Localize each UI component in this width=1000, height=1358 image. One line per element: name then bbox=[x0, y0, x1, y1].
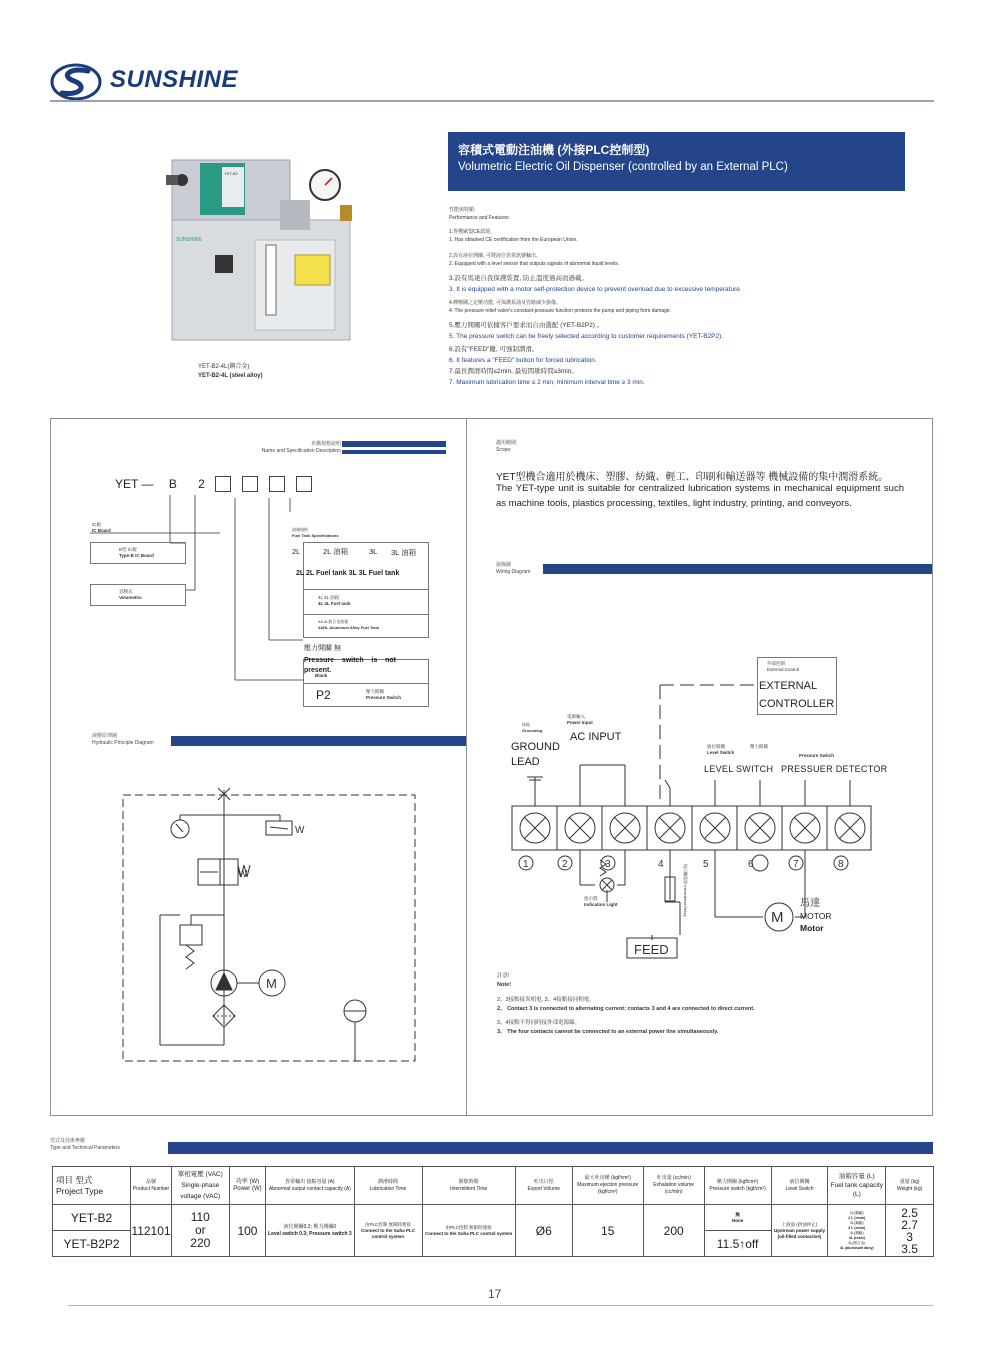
device-brand-text: SUNSHINE bbox=[176, 237, 202, 243]
power-label-zh: 電源輸入 bbox=[567, 714, 585, 719]
level-label-zh: 液位開關 bbox=[707, 744, 725, 749]
th-exp-zh: 吐出口徑 bbox=[533, 1178, 554, 1185]
tank-spec-label bbox=[292, 527, 339, 539]
row1-model: YET-B2 bbox=[53, 1205, 131, 1231]
note-3-zh: 3、4接點不得同時接外部電源線。 bbox=[497, 1020, 581, 1026]
ext-label-en: External Control bbox=[767, 667, 800, 672]
volumetric-en: Volumetric bbox=[119, 595, 142, 600]
ic-label-zh: IC板 bbox=[92, 522, 101, 527]
table-label-zh: 型式及技術參數 bbox=[50, 1138, 86, 1144]
th-exp-en: Export Volume bbox=[527, 1185, 561, 1192]
table-header-row bbox=[53, 1167, 934, 1205]
terminal-number: 8 bbox=[838, 859, 844, 870]
wiring-label-en: Wiring Diagram bbox=[496, 569, 531, 575]
th-pn-zh: 品號 bbox=[145, 1178, 156, 1185]
motor-label bbox=[800, 898, 831, 934]
wiring-bar bbox=[543, 564, 932, 574]
th-pn-en: Product Number bbox=[132, 1185, 170, 1192]
table-row bbox=[53, 1205, 934, 1231]
scope-zh: YET型機合適用於機床、塑膠、紡織、輕工、印刷和輸送器等 機械設備的集中潤滑系統。 bbox=[496, 472, 889, 483]
abnormal-en: Level switch 0.3; Pressure switch 3 bbox=[268, 1230, 352, 1237]
weight-1: 2.5 bbox=[901, 1205, 918, 1220]
feature-3-en: 3. It is equipped with a motor self-protection device to prevent overload due to excessive temperature. bbox=[449, 286, 742, 293]
ic-label-en: IC Board bbox=[92, 528, 111, 533]
feature-5-en: 5. The pressure switch can be freely selected according to customer requirements (YET-B2P2). bbox=[449, 333, 724, 340]
level-label-en: Level Switch bbox=[707, 750, 735, 755]
ps-blank: Blank bbox=[315, 673, 328, 678]
row2-model: YET-B2P2 bbox=[53, 1231, 131, 1257]
naming-bar-2 bbox=[342, 450, 446, 454]
cell-power: 100 bbox=[229, 1205, 266, 1257]
th-project-en: Project Type bbox=[56, 1185, 104, 1196]
tank-4l bbox=[318, 595, 351, 607]
press-label-zh: 壓力開關 bbox=[750, 744, 768, 749]
p2-code: P2 bbox=[316, 688, 331, 702]
ps-none-cell-en: None bbox=[731, 1217, 744, 1223]
th-ps-en: Pressure switch (kgf/cm²) bbox=[709, 1185, 766, 1192]
naming-label-en: Name and Specification Description bbox=[261, 448, 341, 454]
th-w-zh: 重量 (kg) bbox=[899, 1178, 920, 1185]
title-zh: 容積式電動注油機 (外接PLC控制型) bbox=[458, 143, 650, 157]
note-2-zh: 2、3接點接異相電, 3、4接點接同相電。 bbox=[497, 997, 595, 1003]
th-lube-en: Lubrication Time bbox=[369, 1185, 407, 1192]
ext-line-2: CONTROLLER bbox=[759, 698, 835, 710]
b-ic-en: Type-B IC Board bbox=[119, 553, 154, 558]
tank-line-1: 2L(鋼鐵) bbox=[850, 1210, 864, 1215]
photo-caption-en: YET-B2-4L (steel alloy) bbox=[198, 373, 263, 379]
brand-name: SUNSHINE bbox=[110, 66, 239, 93]
feature-1-zh: 1.得獲歐盟CE認證。 bbox=[449, 229, 496, 235]
cell-level-switch bbox=[771, 1205, 828, 1257]
lube-zh: 由PLC控制 無限時連接 bbox=[365, 1221, 412, 1227]
voltage-or: or bbox=[194, 1223, 206, 1237]
p2-zh: 壓力開關 bbox=[366, 689, 384, 694]
hyd-motor-symbol: M bbox=[266, 976, 277, 991]
th-pn bbox=[131, 1167, 172, 1205]
model-prefix: YET — bbox=[115, 477, 154, 491]
cell-product-number: 112101 bbox=[131, 1205, 172, 1257]
cell-voltage bbox=[171, 1205, 229, 1257]
naming-label bbox=[251, 441, 341, 455]
feature-1-en: 1. Has obtained CE certification from the European Union. bbox=[449, 237, 578, 243]
ext-line-1: EXTERNAL bbox=[759, 680, 818, 692]
cell-ps-none bbox=[704, 1205, 771, 1231]
th-abn-en: Abnormal output contact capacity (A) bbox=[268, 1185, 351, 1192]
ps-none-zh: 壓力開關 無 bbox=[304, 645, 341, 652]
terminal-number: 3 bbox=[605, 859, 611, 870]
tank-line-7: 4L(鋁合金) bbox=[848, 1240, 866, 1245]
th-power-zh: 功率 (W) bbox=[235, 1178, 260, 1185]
cell-weight bbox=[886, 1205, 934, 1257]
ground-label-en: Grounding bbox=[522, 728, 543, 733]
th-tank-en: Fuel tank capacity (L) bbox=[830, 1182, 883, 1198]
weight-2: 2.7 bbox=[901, 1217, 918, 1232]
ground-text: GROUND bbox=[511, 741, 560, 753]
feature-3-zh: 3.設有馬達自我保護裝置, 防止溫度過高而過載。 bbox=[449, 275, 589, 282]
abnormal-zh: 液位開關0.3; 壓力開關0 bbox=[283, 1223, 337, 1230]
terminal-number: 1 bbox=[523, 859, 529, 870]
motor-en: MOTOR bbox=[800, 911, 832, 921]
header-divider bbox=[50, 100, 934, 102]
features-list bbox=[449, 206, 909, 388]
model-code bbox=[115, 477, 205, 491]
footer-divider bbox=[68, 1305, 934, 1306]
naming-bar bbox=[342, 441, 446, 447]
table-label-en: Type and Technical Parameters bbox=[50, 1145, 120, 1151]
th-project-zh: 項目 型式 bbox=[56, 1174, 93, 1185]
indicator-label-en: Indication Light bbox=[584, 902, 618, 907]
cell-lube bbox=[354, 1205, 422, 1257]
scope-label-en: Scope: bbox=[496, 447, 512, 453]
ext-label-zh: 外部控制 bbox=[767, 661, 785, 666]
th-ls-en: Level Switch bbox=[785, 1185, 814, 1192]
th-power-en: Power (W) bbox=[233, 1185, 262, 1192]
feature-2-en: 2. Equipped with a level sensor that outputs signals of abnormal liquid levels. bbox=[449, 261, 620, 267]
scope-label-zh: 適用範圍: bbox=[496, 440, 518, 446]
weight-4: 3.5 bbox=[901, 1241, 918, 1256]
th-power bbox=[229, 1167, 266, 1205]
th-intermittent bbox=[422, 1167, 515, 1205]
model-2: 2 bbox=[198, 477, 205, 491]
th-maxinj-en: Maximum ejection pressure (kgf/cm²) bbox=[577, 1182, 639, 1195]
panel-divider bbox=[466, 418, 467, 1116]
hyd-w-2: W bbox=[238, 869, 248, 880]
device-model-text: YET-B2 bbox=[224, 171, 238, 176]
th-int-en: Intermittent Time bbox=[450, 1185, 488, 1192]
tank-3l-zh: 3L 油箱 bbox=[391, 548, 417, 557]
page-number: 17 bbox=[488, 1287, 502, 1301]
cell-exhalation: 200 bbox=[643, 1205, 704, 1257]
ls-zh: 上液面 (供油停止) bbox=[781, 1221, 818, 1227]
hydraulic-label bbox=[92, 733, 154, 747]
wiring-label bbox=[496, 562, 530, 576]
feature-7-zh: 7.最長潤滑時間≤2min, 最短間歇時間≥3min。 bbox=[449, 368, 578, 375]
features-heading-zh: 性能與特點: bbox=[449, 207, 476, 213]
th-w-en: Weight (kg) bbox=[896, 1185, 923, 1192]
th-lube bbox=[354, 1167, 422, 1205]
table-bar bbox=[168, 1142, 933, 1154]
int-en: Connect to the Suha PLC control system bbox=[425, 1230, 513, 1236]
th-tank-zh: 油箱容量 (L) bbox=[838, 1173, 875, 1180]
voltage-2: 220 bbox=[190, 1236, 211, 1250]
p2-en: Pressure Switch bbox=[366, 695, 402, 700]
feature-6-en: 6. It features a "FEED" button for forced lubrication. bbox=[449, 357, 597, 364]
ps-none-en: Pressure switch is not present. bbox=[304, 657, 396, 674]
tank-3l-code: 3L bbox=[369, 547, 378, 556]
feature-4-en: 4. The pressure relief valve's constant-pressure function protects the pump and piping from damage. bbox=[449, 308, 672, 314]
b-ic-box bbox=[90, 542, 186, 564]
volumetric-box bbox=[90, 584, 186, 606]
ic-label bbox=[92, 522, 111, 534]
th-project bbox=[53, 1167, 131, 1205]
feature-5-zh: 5.壓力開關可依據客戶要求而自由選配 (YET-B2P2) 。 bbox=[449, 322, 604, 329]
scope-label bbox=[496, 440, 517, 454]
ls-en: Upstream power supply (oil-filled contactive) bbox=[773, 1227, 825, 1239]
th-exhalation bbox=[643, 1167, 704, 1205]
wiring-label-zh: 接線圖 bbox=[496, 562, 512, 568]
press-label-en: Pressure Switch bbox=[799, 753, 835, 758]
level-switch-text: LEVEL SWITCH bbox=[704, 764, 774, 774]
tank-line-6: 4L (resin) bbox=[848, 1235, 865, 1240]
ground-label-zh: 接地 bbox=[522, 722, 530, 727]
ps-none-cell-zh: 無 bbox=[735, 1211, 740, 1217]
cell-intermittent bbox=[422, 1205, 515, 1257]
feature-4-zh: 4.釋壓閥之定壓功能, 可保護泵浦及管路減少損傷。 bbox=[449, 300, 561, 306]
hydraulic-label-zh: 液壓原理圖 bbox=[92, 733, 118, 739]
indicator-label-zh: 指示燈 bbox=[584, 896, 598, 901]
th-volt-en: Single-phase voltage (VAC) bbox=[180, 1182, 221, 1200]
th-pressure-switch bbox=[704, 1167, 771, 1205]
th-max-pressure bbox=[572, 1167, 643, 1205]
note-3-en: 3、 The four contacts cannot be connected to an external power line simultaneously. bbox=[497, 1029, 719, 1035]
b-ic-zh: B型 IC板 bbox=[119, 547, 137, 552]
motor-zh: 馬達 bbox=[800, 898, 820, 909]
model-b: B bbox=[168, 477, 177, 491]
features-heading-en: Performance and Features: bbox=[449, 215, 510, 221]
th-tank bbox=[828, 1167, 886, 1205]
oil-dispenser-image bbox=[160, 145, 360, 355]
terminal-number: 2 bbox=[562, 859, 568, 870]
th-exh-en: Exhalation volume (cc/min) bbox=[653, 1182, 695, 1195]
th-export bbox=[515, 1167, 572, 1205]
ps-row-line bbox=[303, 683, 429, 684]
th-level-switch bbox=[771, 1167, 828, 1205]
title-banner bbox=[448, 132, 905, 191]
table-label bbox=[50, 1138, 120, 1152]
tank-line-4: 3 L (resin) bbox=[848, 1225, 866, 1230]
tank-2l-zh: 2L 油箱 bbox=[323, 547, 349, 556]
tank-4al-en: 4AHL Aluminum Alloy Fuel Tank bbox=[318, 625, 380, 630]
th-ps-zh: 壓力開關 (kgf/cm²) bbox=[717, 1178, 759, 1185]
pressure-detector-text: PRESSUER DETECTOR bbox=[781, 764, 888, 774]
tank-line-2: 2 L (resin) bbox=[848, 1215, 866, 1220]
tank-23-en: 2L 2L Fuel tank 3L 3L Fuel tank bbox=[296, 570, 400, 577]
title-en: Volumetric Electric Oil Dispenser (controlled by an External PLC) bbox=[458, 161, 788, 173]
th-int-zh: 間歇時間 bbox=[458, 1178, 479, 1185]
naming-label-zh: 名稱規格說明 bbox=[310, 441, 341, 447]
terminal-number: 5 bbox=[703, 859, 709, 870]
motor-symbol: M bbox=[771, 909, 784, 926]
lube-en: Connect to the Suha PLC control system bbox=[361, 1227, 415, 1239]
tank-spec-en: Fuel Tank Specifications bbox=[292, 533, 339, 538]
tank-4l-en: 4L 4L Fuel tank bbox=[318, 601, 351, 606]
p2-label bbox=[366, 689, 401, 701]
photo-caption-zh: YET-B2-4L(鋼合金) bbox=[198, 364, 250, 370]
photo-caption bbox=[198, 363, 263, 381]
th-abn-zh: 異常輸出 接點容量 (A) bbox=[285, 1178, 335, 1185]
hydraulic-label-en: Hydraulic Principle Diagram bbox=[92, 740, 154, 746]
hydraulic-bar bbox=[171, 736, 466, 746]
tank-line-8: 4L (aluminum alloy) bbox=[839, 1245, 874, 1250]
th-abnormal bbox=[266, 1167, 354, 1205]
motor-en-2: Motor bbox=[800, 923, 824, 933]
cell-max-pressure: 15 bbox=[572, 1205, 643, 1257]
th-weight bbox=[886, 1167, 934, 1205]
th-volt-zh: 單相電壓 (VAC) bbox=[177, 1171, 223, 1178]
scope-en: The YET-type unit is suitable for centralized lubrication systems in mechanical equipment such as machine tools, plastics processing, textiles, light industry, printing, and conveyors. bbox=[496, 483, 904, 509]
tank-2l-code: 2L bbox=[292, 547, 301, 556]
terminal-number: 4 bbox=[658, 859, 664, 870]
tank-4l-zh: 4L 4L 油箱 bbox=[318, 595, 340, 600]
relay-label: 指示繼電器 Intermittent Relay bbox=[683, 864, 688, 917]
th-maxinj-zh: 最大吐出壓 (kgf/cm²) bbox=[584, 1175, 631, 1181]
weight-3: 3 bbox=[906, 1229, 913, 1244]
sunshine-logo-icon bbox=[50, 62, 102, 102]
ext-label bbox=[767, 661, 799, 673]
note-title-zh: 註意! bbox=[497, 973, 510, 979]
tank-row-line-2 bbox=[303, 614, 429, 615]
tank-4al-zh: 4A 4L鋁合金油箱 bbox=[318, 619, 349, 624]
tank-spec-zh: 油箱規格 bbox=[292, 527, 308, 532]
cell-tank bbox=[828, 1205, 886, 1257]
tank-4al bbox=[318, 619, 379, 631]
tank-line-5: 4L(鋼鐵) bbox=[850, 1230, 864, 1235]
feature-2-zh: 2.設有液位開關, 可將液位異常訊號輸出。 bbox=[449, 253, 541, 259]
indicator-label bbox=[584, 896, 618, 908]
cell-ps-p2: 11.5↑off bbox=[704, 1231, 771, 1257]
hydraulic-diagram bbox=[120, 785, 420, 1065]
feature-7-en: 7. Maximum lubrication time ≤ 2 min; minimum interval time ≥ 3 min. bbox=[449, 379, 645, 386]
volumetric-zh: 容積式 bbox=[119, 589, 133, 594]
feature-6-zh: 6.設有"FEED"鍵, 可強制潤滑。 bbox=[449, 346, 539, 353]
note-title-en: Note! bbox=[497, 982, 512, 988]
spec-table bbox=[52, 1166, 934, 1257]
terminal-number: 6 bbox=[748, 859, 754, 870]
tank-row-line-1 bbox=[303, 589, 429, 590]
note-2-en: 2、 Contact 3 is connected to alternating current; contacts 3 and 4 are connected to direct current. bbox=[497, 1006, 755, 1012]
th-exh-zh: 吐出量 (cc/min) bbox=[656, 1175, 691, 1181]
cell-export: Ø6 bbox=[515, 1205, 572, 1257]
ac-input: AC INPUT bbox=[570, 731, 622, 743]
th-ls-zh: 液位開關 bbox=[789, 1178, 810, 1185]
tank-line-3: 3L(鋼鐵) bbox=[850, 1220, 864, 1225]
int-zh: 由PLC控制 無限時連接 bbox=[445, 1224, 492, 1230]
notes bbox=[497, 972, 755, 1037]
terminal-number: 7 bbox=[793, 859, 799, 870]
lead-text: LEAD bbox=[511, 756, 540, 768]
voltage-1: 110 bbox=[190, 1210, 210, 1224]
hyd-w-1: W bbox=[295, 825, 305, 836]
power-label-en: Power Input bbox=[567, 720, 593, 725]
th-volt bbox=[171, 1167, 229, 1205]
cell-abnormal bbox=[266, 1205, 354, 1257]
th-lube-zh: 潤滑時間 bbox=[378, 1178, 399, 1185]
feed-button-label: FEED bbox=[634, 942, 669, 957]
